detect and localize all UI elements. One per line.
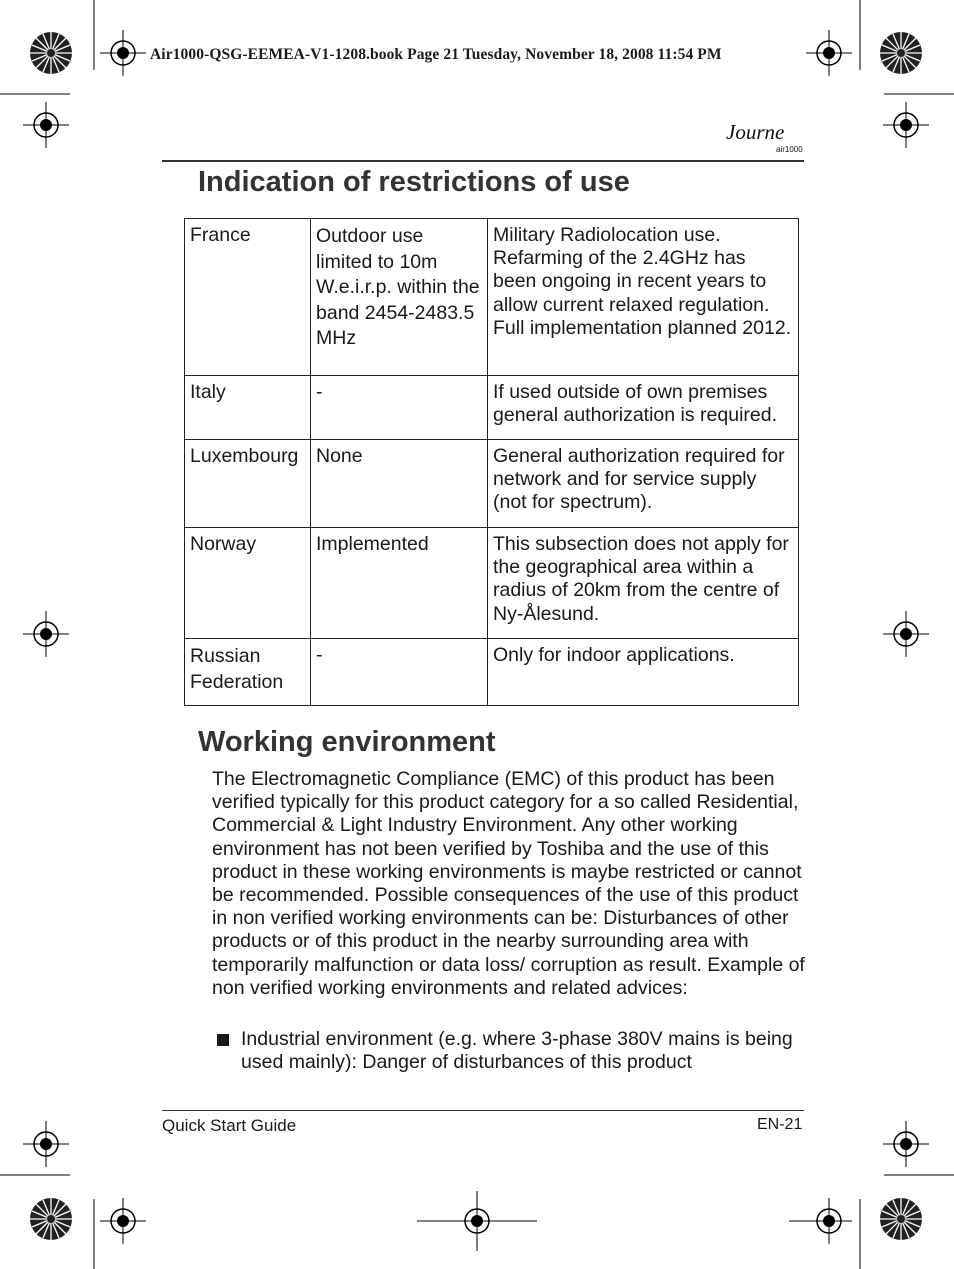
table-row <box>185 219 799 376</box>
status-cell: Outdoor use limited to 10m W.e.i.r.p. within the band 2454-2483.5 MHz <box>311 219 488 376</box>
notes-cell: Military Radiolocation use. Refarming of the 2.4GHz has been ongoing in recent years to allow current relaxed regulation. Full implementation planned 2012. <box>488 219 799 376</box>
restrictions-heading: Indication of restrictions of use <box>198 166 630 198</box>
starburst-mark-icon <box>878 1196 924 1242</box>
status-cell: - <box>311 376 488 440</box>
registration-target-icon <box>883 102 929 148</box>
registration-target-icon <box>23 1121 69 1167</box>
registration-target-icon <box>806 1198 852 1244</box>
logo-script-text: Journe <box>726 120 785 144</box>
square-bullet-icon <box>217 1034 229 1046</box>
working-environment-heading: Working environment <box>198 726 496 758</box>
working-environment-paragraph: The Electromagnetic Compliance (EMC) of this product has been verified typically for this product category for a so called Residential, Commercial & Light Industry Environment. Any other working environment has not been verified by Toshiba and the use of this product in these working environments is maybe restricted or cannot be recommended. Possible consequences of the use of this product in non verified working environments can be: Disturbances of other products or of this product in the nearby surrounding area with temporarily malfunction or data loss/ corruption as result. Example of non verified working environments and related advices: <box>212 768 805 999</box>
country-cell: Luxembourg <box>185 440 311 528</box>
restrictions-table <box>184 218 799 706</box>
print-header: Air1000-QSG-EEMEA-V1-1208.book Page 21 Tuesday, November 18, 2008 11:54 PM <box>150 46 722 63</box>
registration-target-icon <box>883 1121 929 1167</box>
starburst-mark-icon <box>28 1196 74 1242</box>
registration-target-icon <box>23 102 69 148</box>
registration-target-icon <box>23 611 69 657</box>
footer-rule <box>162 1110 804 1111</box>
country-cell: France <box>185 219 311 376</box>
page-number: EN-21 <box>757 1116 803 1133</box>
country-cell: Italy <box>185 376 311 440</box>
table-row <box>185 440 799 528</box>
table-row <box>185 639 799 706</box>
notes-cell: Only for indoor applications. <box>488 639 799 706</box>
status-cell: None <box>311 440 488 528</box>
registration-target-icon <box>100 30 146 76</box>
registration-target-icon <box>883 611 929 657</box>
registration-target-icon <box>100 1198 146 1244</box>
status-cell: Implemented <box>311 528 488 639</box>
footer-title: Quick Start Guide <box>162 1116 297 1135</box>
list-item-text: Industrial environment (e.g. where 3-phase 380V mains is being used mainly): Danger of disturbances of this product <box>241 1028 793 1074</box>
notes-cell: General authorization required for network and for service supply (not for spectrum). <box>488 440 799 528</box>
notes-cell: If used outside of own premises general authorization is required. <box>488 376 799 440</box>
country-cell: Norway <box>185 528 311 639</box>
status-cell: - <box>311 639 488 706</box>
header-rule <box>162 160 804 162</box>
logo-sub-text: air1000 <box>776 145 803 154</box>
country-cell: Russian Federation <box>185 639 311 706</box>
starburst-mark-icon <box>28 30 74 76</box>
journe-logo <box>720 112 810 162</box>
table-row <box>185 528 799 639</box>
table-row <box>185 376 799 440</box>
starburst-mark-icon <box>878 30 924 76</box>
notes-cell: This subsection does not apply for the geographical area within a radius of 20km from the centre of Ny-Ålesund. <box>488 528 799 639</box>
registration-target-icon <box>454 1198 500 1244</box>
